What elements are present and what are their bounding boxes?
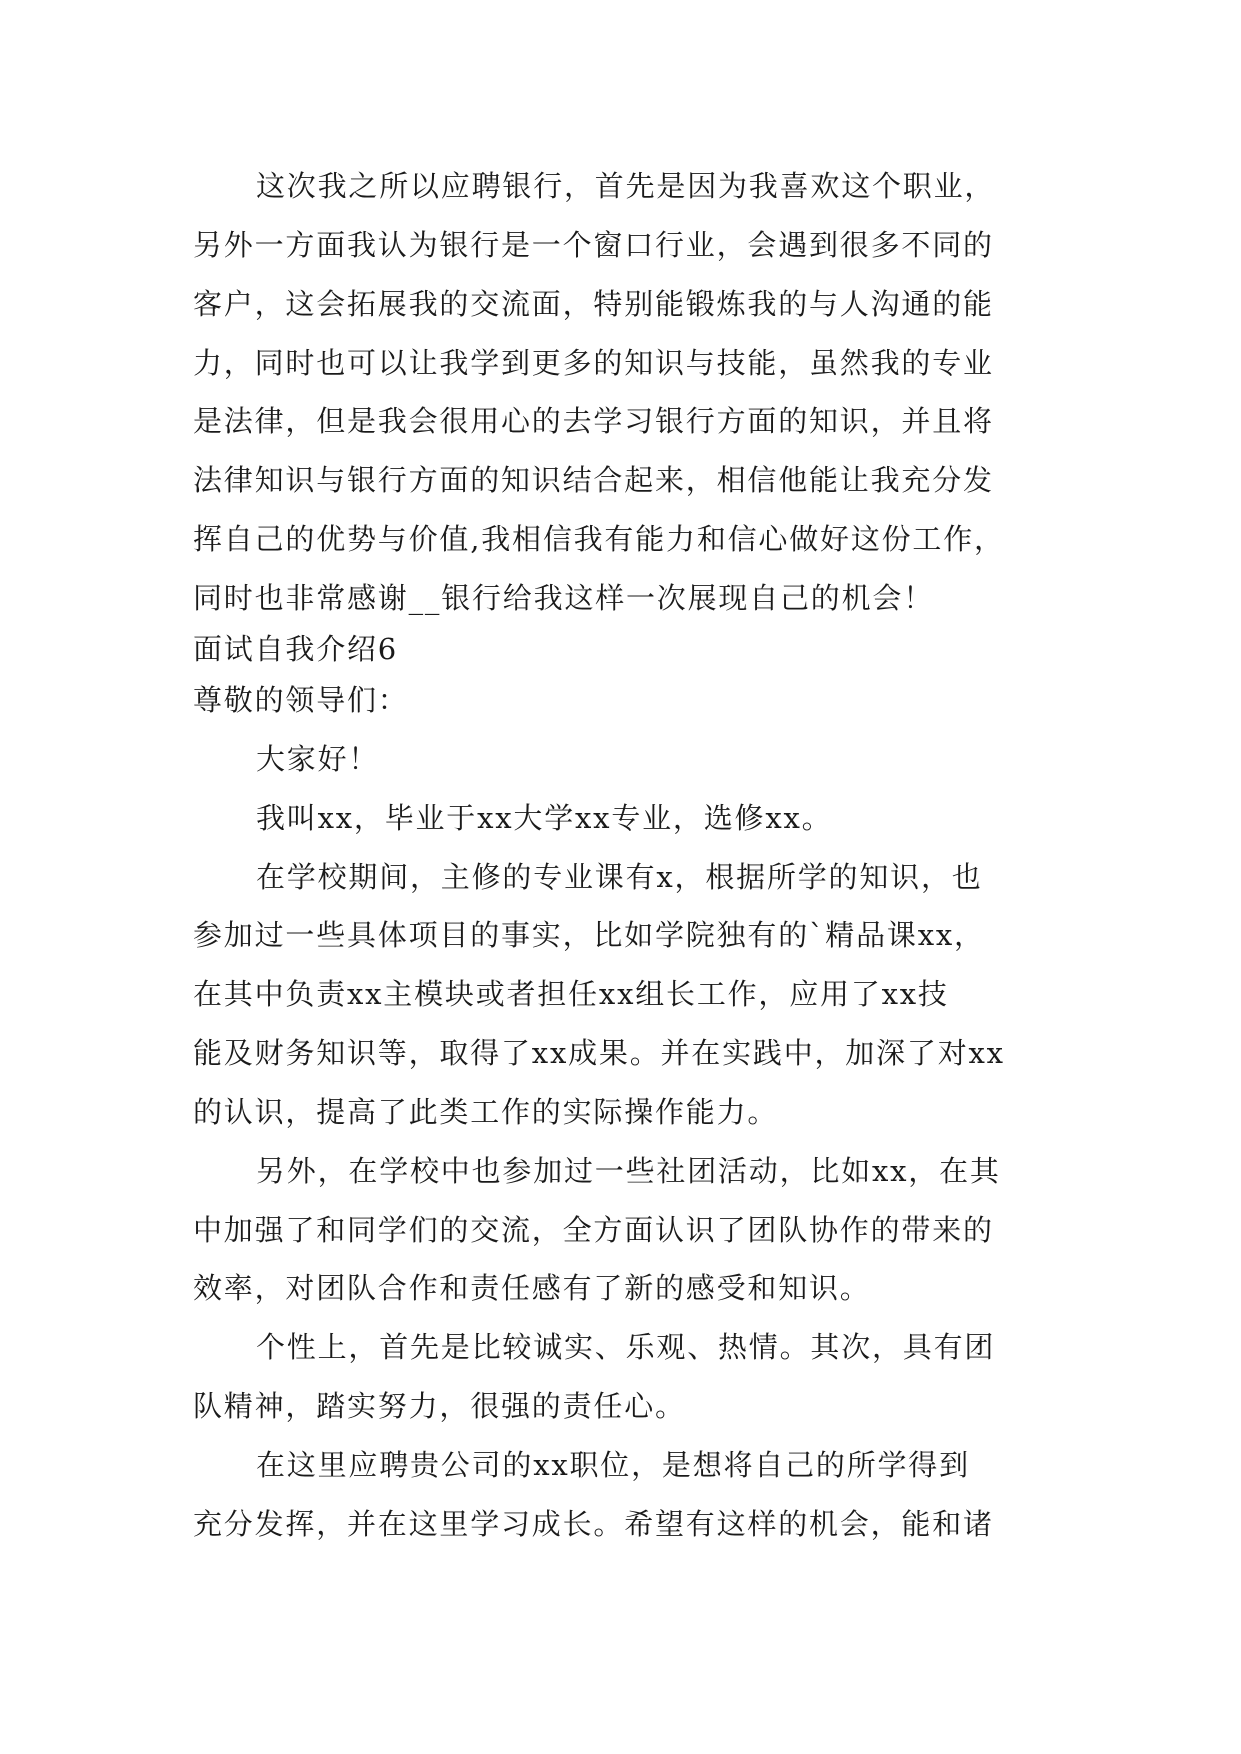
section-heading: 面试自我介绍6 — [193, 632, 399, 666]
paragraph-line: 另外，在学校中也参加过一些社团活动，比如xx，在其 — [256, 1154, 1001, 1188]
paragraph-line: 挥自己的优势与价值,我相信我有能力和信心做好这份工作， — [193, 522, 1005, 556]
paragraph-line: 是法律，但是我会很用心的去学习银行方面的知识，并且将 — [193, 404, 994, 438]
paragraph-line: 个性上，首先是比较诚实、乐观、热情。其次，具有团 — [256, 1330, 996, 1364]
paragraph-line: 参加过一些具体项目的事实，比如学院独有的`精品课xx， — [193, 918, 985, 952]
paragraph-line: 同时也非常感谢__银行给我这样一次展现自己的机会！ — [193, 581, 935, 615]
paragraph-line: 效率，对团队合作和责任感有了新的感受和知识。 — [193, 1271, 871, 1305]
paragraph-line: 的认识，提高了此类工作的实际操作能力。 — [193, 1095, 779, 1129]
paragraph-line: 法律知识与银行方面的知识结合起来，相信他能让我充分发 — [193, 463, 994, 497]
paragraph-line: 客户，这会拓展我的交流面，特别能锻炼我的与人沟通的能 — [193, 287, 994, 321]
paragraph-line: 中加强了和同学们的交流，全方面认识了团队协作的带来的 — [193, 1213, 994, 1247]
paragraph-line: 这次我之所以应聘银行，首先是因为我喜欢这个职业， — [256, 169, 996, 203]
paragraph-line: 我叫xx，毕业于xx大学xx专业，选修xx。 — [256, 801, 833, 835]
greeting: 大家好！ — [256, 742, 380, 776]
paragraph-line: 在学校期间，主修的专业课有x，根据所学的知识，也 — [256, 860, 983, 894]
paragraph-line: 队精神，踏实努力，很强的责任心。 — [193, 1389, 686, 1423]
salutation: 尊敬的领导们： — [193, 683, 409, 717]
paragraph-line: 在其中负责xx主模块或者担任xx组长工作，应用了xx技 — [193, 977, 949, 1011]
paragraph-line: 力，同时也可以让我学到更多的知识与技能，虽然我的专业 — [193, 346, 994, 380]
paragraph-line: 充分发挥，并在这里学习成长。希望有这样的机会，能和诸 — [193, 1507, 994, 1541]
paragraph-line: 另外一方面我认为银行是一个窗口行业，会遇到很多不同的 — [193, 228, 994, 262]
paragraph-line: 能及财务知识等，取得了xx成果。并在实践中，加深了对xx — [193, 1036, 1005, 1070]
paragraph-line: 在这里应聘贵公司的xx职位，是想将自己的所学得到 — [256, 1448, 970, 1482]
